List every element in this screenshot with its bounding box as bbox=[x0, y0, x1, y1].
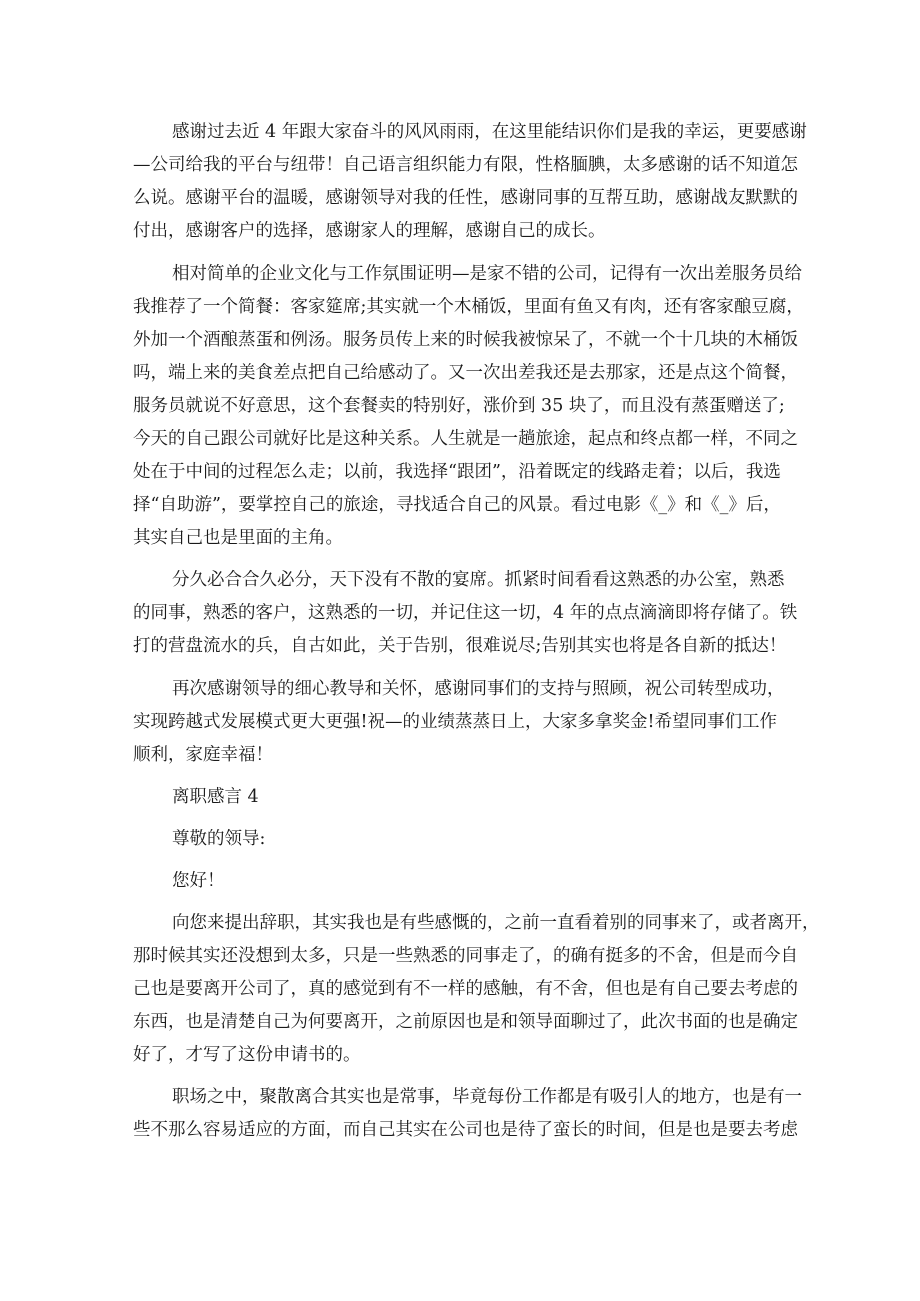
paragraph-line: —公司给我的平台与纽带！自己语言组织能力有限，性格腼腆，太多感谢的话不知道怎 bbox=[133, 155, 798, 175]
paragraph-line: 择“自助游”，要掌控自己的旅途，寻找适合自己的风景。看过电影《_》和《_》后， bbox=[133, 495, 781, 515]
paragraph-line: 顺利，家庭幸福！ bbox=[133, 745, 273, 765]
section-heading: 离职感言 4 bbox=[172, 787, 259, 807]
paragraph-line: 分久必合合久必分，天下没有不散的宴席。抓紧时间看看这熟悉的办公室，熟悉 bbox=[172, 570, 785, 590]
paragraph-line: 服务员就说不好意思，这个套餐卖的特别好，涨价到 35 块了，而且没有蒸蛋赠送了; bbox=[133, 396, 785, 416]
paragraph-line: 好了，才写了这份申请书的。 bbox=[133, 1045, 361, 1065]
paragraph-line: 实现跨越式发展模式更大更强!祝—的业绩蒸蒸日上，大家多拿奖金!希望同事们工作 bbox=[133, 712, 778, 732]
paragraph-line: 吗，端上来的美食差点把自己给感动了。又一次出差我还是去那家，还是点这个简餐， bbox=[133, 363, 798, 383]
paragraph-line: 外加一个酒酿蒸蛋和例汤。服务员传上来的时候我被惊呆了，不就一个十几块的木桶饭 bbox=[133, 330, 798, 350]
paragraph-line: 向您来提出辞职，其实我也是有些感慨的，之前一直看着别的同事来了，或者离开， bbox=[172, 913, 820, 933]
paragraph-line: 感谢过去近 4 年跟大家奋斗的风风雨雨，在这里能结识你们是我的幸运，更要感谢 bbox=[172, 122, 807, 142]
paragraph-line: 打的营盘流水的兵，自古如此，关于告别，很难说尽;告别其实也将是各自新的抵达！ bbox=[133, 636, 787, 656]
paragraph-line: 今天的自己跟公司就好比是这种关系。人生就是一趟旅途，起点和终点都一样，不同之 bbox=[133, 429, 798, 449]
paragraph-line: 相对简单的企业文化与工作氛围证明—是家不错的公司，记得有一次出差服务员给 bbox=[172, 264, 802, 284]
paragraph-line: 处在于中间的过程怎么走；以前，我选择“跟团”，沿着既定的线路走着；以后，我选 bbox=[133, 462, 781, 482]
paragraph-line: 些不那么容易适应的方面，而自己其实在公司也是待了蛮长的时间，但是也是要去考虑 bbox=[133, 1120, 798, 1140]
greeting: 您好！ bbox=[172, 871, 225, 891]
paragraph-line: 再次感谢领导的细心教导和关怀，感谢同事们的支持与照顾，祝公司转型成功， bbox=[172, 679, 785, 699]
paragraph-line: 职场之中，聚散离合其实也是常事，毕竟每份工作都是有吸引人的地方，也是有一 bbox=[172, 1087, 802, 1107]
paragraph-line: 那时候其实还没想到太多，只是一些熟悉的同事走了，的确有挺多的不舍，但是而今自 bbox=[133, 946, 798, 966]
paragraph-line: 己也是要离开公司了，真的感觉到有不一样的感触，有不舍，但也是有自己要去考虑的 bbox=[133, 979, 798, 999]
paragraph-line: 我推荐了一个简餐：客家筵席;其实就一个木桶饭，里面有鱼又有肉，还有客家酿豆腐， bbox=[133, 297, 804, 317]
paragraph-line: 的同事，熟悉的客户，这熟悉的一切，并记住这一切，4 年的点点滴滴即将存储了。铁 bbox=[133, 603, 798, 623]
salutation: 尊敬的领导: bbox=[172, 829, 266, 849]
paragraph-line: 付出，感谢客户的选择，感谢家人的理解，感谢自己的成长。 bbox=[133, 221, 606, 241]
paragraph-line: 东西，也是清楚自己为何要离开，之前原因也是和领导面聊过了，此次书面的也是确定 bbox=[133, 1012, 798, 1032]
paragraph-line: 么说。感谢平台的温暖，感谢领导对我的任性，感谢同事的互帮互助，感谢战友默默的 bbox=[133, 188, 798, 208]
paragraph-line: 其实自己也是里面的主角。 bbox=[133, 528, 343, 548]
